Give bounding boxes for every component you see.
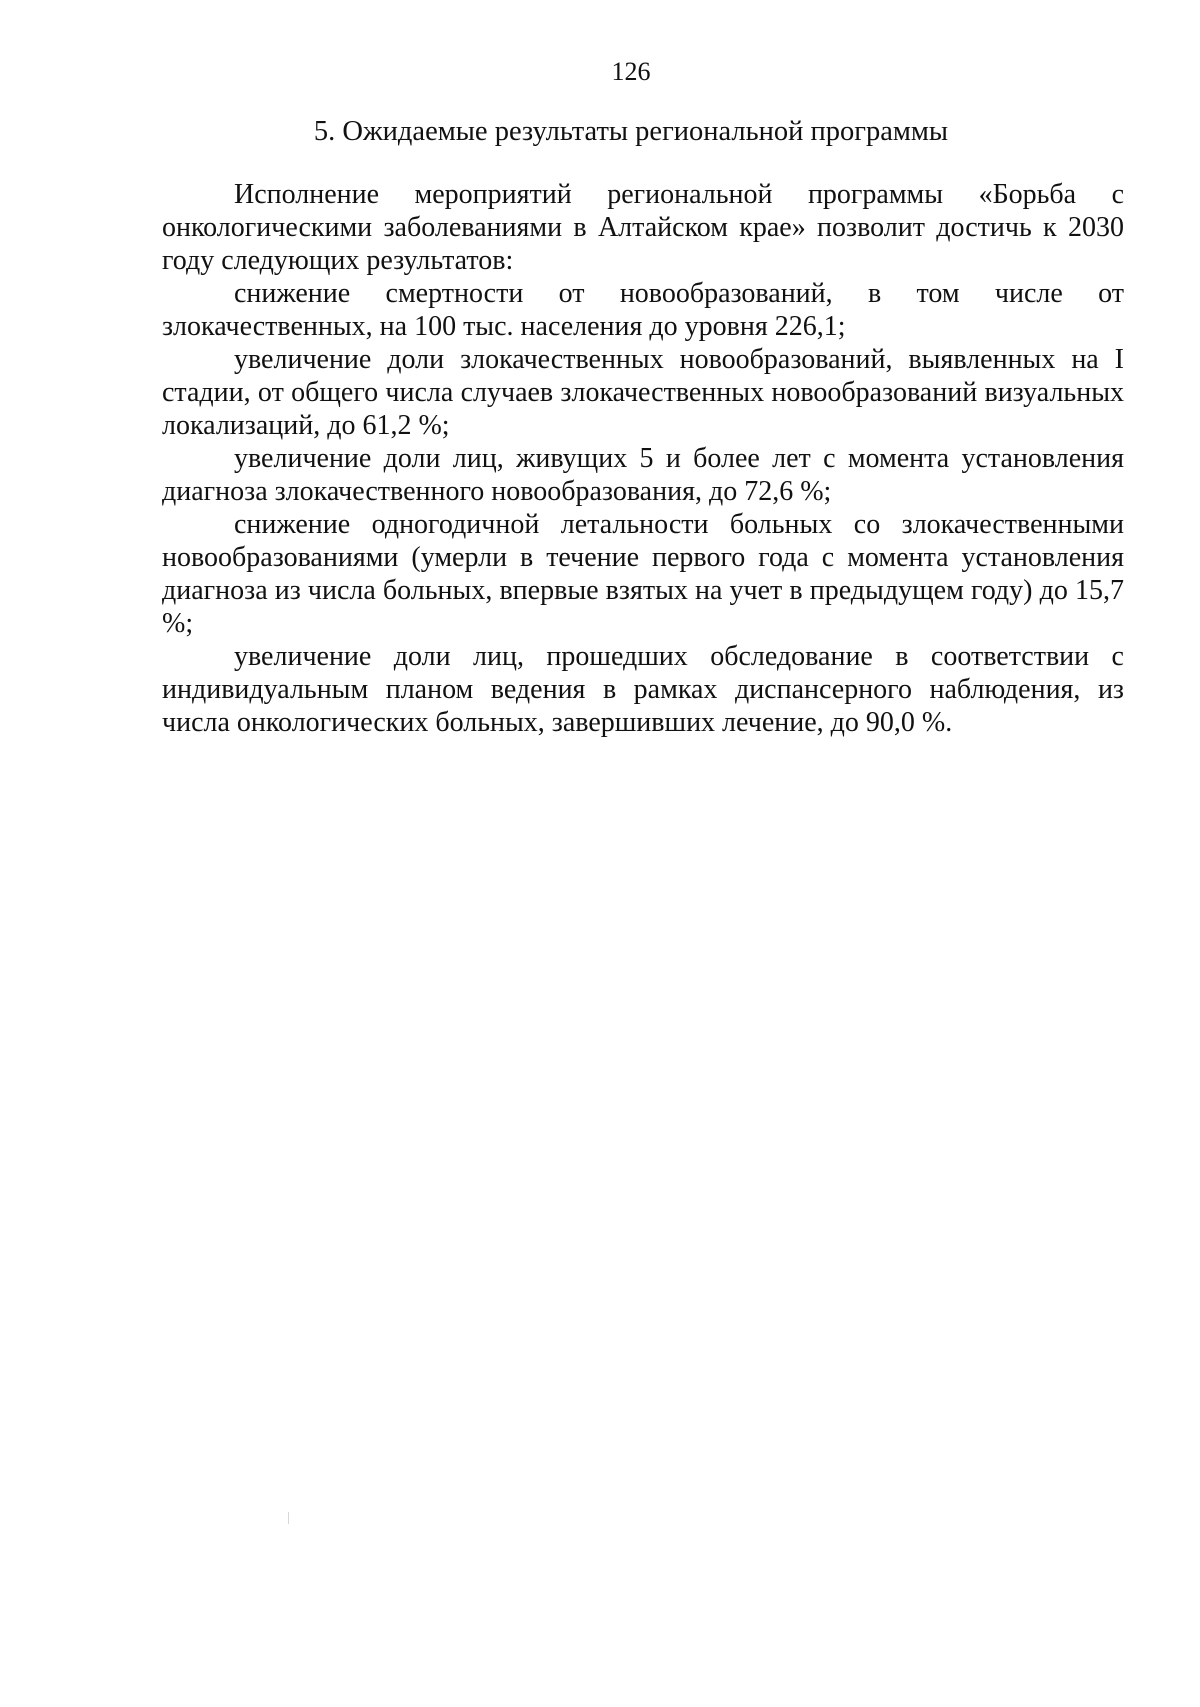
result-survival-paragraph: увеличение доли лиц, живущих 5 и более лет с момента установления диагноза злокачественного новообразования, до 72,6 %; bbox=[162, 443, 1124, 507]
intro-paragraph: Исполнение мероприятий региональной программы «Борьба с онкологическими заболеваниями в Алтайском крае» позволит достичь к 2030 году следующих результатов: bbox=[162, 179, 1124, 276]
scan-artifact bbox=[288, 1512, 289, 1524]
result-mortality-paragraph: снижение смертности от новообразований, в том числе от злокачественных, на 100 тыс. населения до уровня 226,1; bbox=[162, 278, 1124, 342]
result-followup-paragraph: увеличение доли лиц, прошедших обследование в соответствии с индивидуальным планом ведения в рамках диспансерного наблюдения, из числа онкологических больных, завершивших лечение, до 90,0 %. bbox=[162, 641, 1124, 738]
section-title: 5. Ожидаемые результаты региональной программы bbox=[313, 116, 949, 147]
result-lethality-paragraph: снижение одногодичной летальности больных со злокачественными новообразованиями (умерли в течение первого года с момента установления диагноза из числа больных, впервые взятых на учет в предыдущем году) до 15,7 %; bbox=[162, 509, 1124, 639]
body-text bbox=[162, 178, 1124, 739]
result-early-detection-paragraph: увеличение доли злокачественных новообразований, выявленных на I стадии, от общего числа случаев злокачественных новообразований визуальных локализаций, до 61,2 %; bbox=[162, 344, 1124, 441]
page-number: 126 bbox=[611, 57, 651, 86]
